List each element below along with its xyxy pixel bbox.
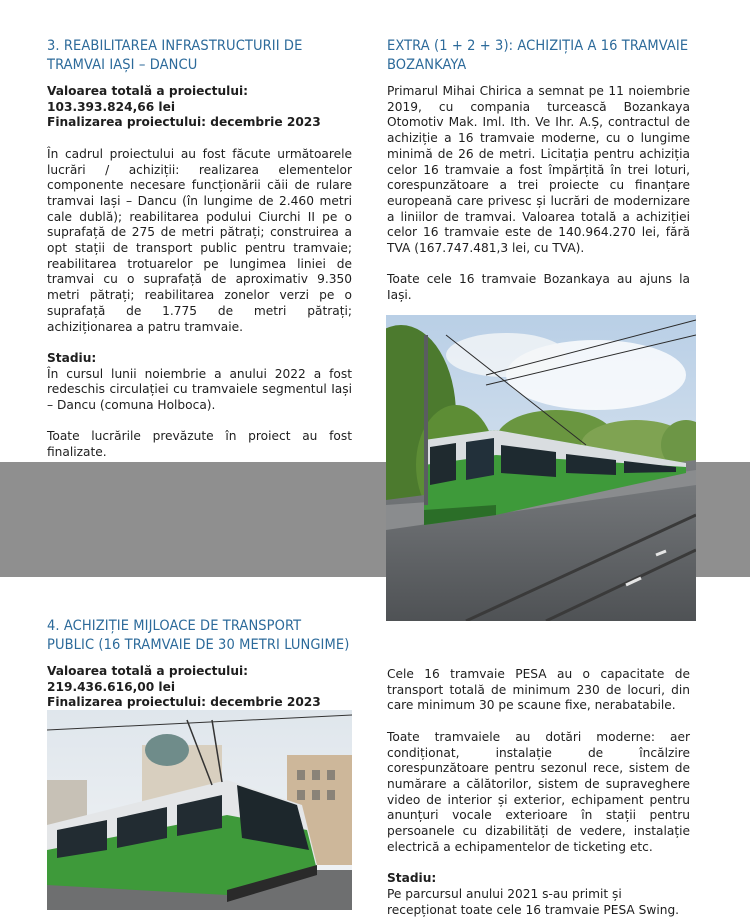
bozankaya-tram-photo (386, 315, 696, 621)
section-3-heading: 3. REABILITAREA INFRASTRUCTURII DE TRAMVAI IAȘI – DANCU (47, 38, 303, 73)
section-extra (387, 37, 690, 304)
section-3-status-label: Stadiu: (47, 350, 97, 365)
section-4-heading: 4. ACHIZIȚIE MIJLOACE DE TRANSPORT PUBLIC (16 TRAMVAIE DE 30 METRI LUNGIME) (47, 618, 350, 653)
section-3-value: Valoarea totală a proiectului: 103.393.824,66 lei (47, 84, 249, 114)
section-4-details (387, 667, 690, 918)
section-4 (47, 617, 352, 711)
section-3-closing: Toate lucrările prevăzute în proiect au fost finalizate. (47, 429, 352, 460)
section-4-value: Valoarea totală a proiectului: 219.436.616,00 lei (47, 664, 249, 694)
section-3-body: În cadrul proiectului au fost făcute următoarele lucrări / achiziții: realizarea elementelor componente necesare funcționării căii de rulare tramvai Iași – Dancu (în lungime de 2.460 metri cale dublă); reabilitarea podului Ciurchi II pe o suprafață de 275 de metri pătrați; construirea a opt stații de transport public pentru tramvaie; reabilitarea trotuarelor pe lungimea liniei de tramvai cu o suprafață de aproximativ 9.350 metri pătrați; reabilitarea zonelor verzi pe o suprafață de 1.775 de metri pătrați; achiziționarea a patru tramvaie. (47, 146, 352, 334)
extra-body: Primarul Mihai Chirica a semnat pe 11 noiembrie 2019, cu compania turcească Bozankaya Otomotiv Mak. Iml. Ith. Ve Ihr. A.Ș, contractul de achiziție a 16 tramvaie moderne, cu o lungime minimă de 26 de metri. Licitația pentru achiziția celor 16 tramvaie a fost împărțită în trei loturi, corespunzătoare a trei proiecte cu finanțare europeană care privesc și lucrări de modernizare a liniilor de tramvai. Valoarea totală a achiziției celor 16 tramvaie este de 140.964.270 lei, fără TVA (167.747.481,3 lei, cu TVA). (387, 84, 690, 256)
section-3 (47, 37, 352, 461)
pesa-tram-photo (47, 710, 352, 910)
section-3-status-text: În cursul lunii noiembrie a anului 2022 a fost redeschis circulației cu tramvaiele segmentul Iași – Dancu (comuna Holboca). (47, 366, 352, 413)
extra-heading: EXTRA (1 + 2 + 3): ACHIZIȚIA A 16 TRAMVAIE BOZANKAYA (387, 38, 689, 73)
extra-closing: Toate cele 16 tramvaie Bozankaya au ajuns la Iași. (387, 272, 690, 303)
section-4-completion: Finalizarea proiectului: decembrie 2023 (47, 695, 321, 710)
section-4-equipment: Toate tramvaiele au dotări moderne: aer condiționat, instalație de încălzire corespunzătoare pentru sezonul rece, sistem de numărare a călătorilor, sistem de supraveghere video de interior și exterior, echipament pentru anunțuri vocale exterioare în stații pentru persoanele cu dizabilități de vedere, instalație electrică a echipamentelor de ticketing etc. (387, 729, 690, 854)
section-4-status-text: Pe parcursul anului 2021 s-au primit și recepționat toate cele 16 tramvaie PESA Swing. (387, 886, 680, 917)
section-4-capacity: Cele 16 tramvaie PESA au o capacitate de transport totală de minimum 230 de locuri, din care minimum 30 pe scaune fixe, nerabatabile. (387, 667, 690, 713)
section-4-status-label: Stadiu: (387, 871, 437, 886)
section-3-completion: Finalizarea proiectului: decembrie 2023 (47, 115, 321, 130)
